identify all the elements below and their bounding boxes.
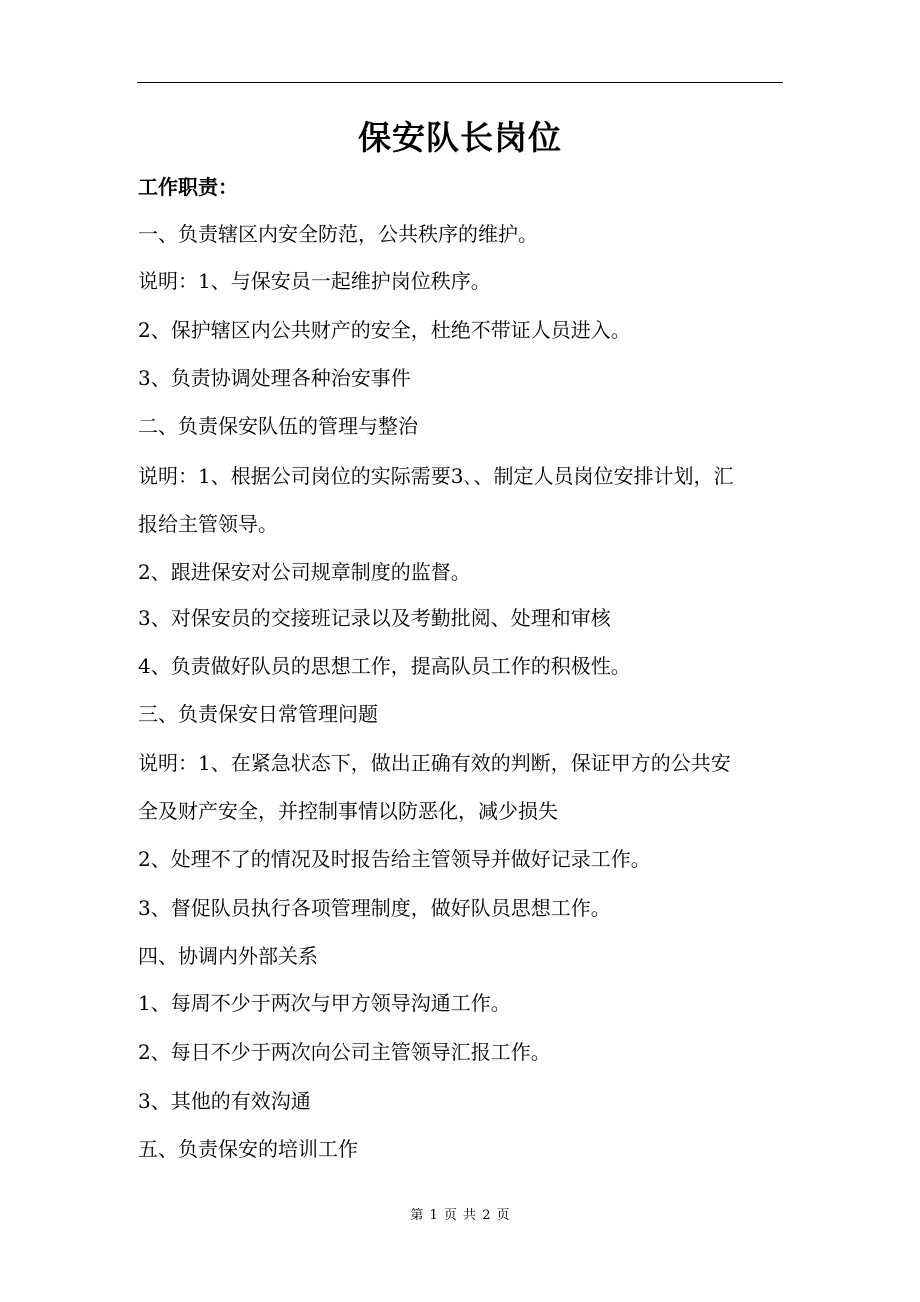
duty-note: 2、保护辖区内公共财产的安全，杜绝不带证人员进入。: [138, 318, 631, 342]
duty-item: 二、负责保安队伍的管理与整治: [138, 414, 418, 438]
duty-note: 4、负责做好队员的思想工作，提高队员工作的积极性。: [138, 654, 631, 678]
duty-note: 3、对保安员的交接班记录以及考勤批阅、处理和审核: [138, 606, 611, 630]
duty-item: 一、负责辖区内安全防范，公共秩序的维护。: [138, 222, 538, 246]
duty-note: 2、跟进保安对公司规章制度的监督。: [138, 560, 471, 584]
duty-note: 报给主管领导。: [138, 512, 278, 536]
header-rule: [137, 82, 783, 83]
duty-note: 说明：1、根据公司岗位的实际需要3､、制定人员岗位安排计划，汇: [138, 464, 734, 488]
duty-note: 说明：1、与保安员一起维护岗位秩序。: [138, 269, 491, 293]
duty-item: 五、负责保安的培训工作: [138, 1137, 358, 1161]
duty-note: 全及财产安全，并控制事情以防恶化，减少损失: [138, 799, 558, 823]
duty-note: 说明：1、在紧急状态下，做出正确有效的判断，保证甲方的公共安: [138, 751, 731, 775]
duty-note: 2、处理不了的情况及时报告给主管领导并做好记录工作。: [138, 847, 651, 871]
duty-note: 2、每日不少于两次向公司主管领导汇报工作。: [138, 1040, 551, 1064]
duty-note: 3、督促队员执行各项管理制度，做好队员思想工作。: [138, 896, 611, 920]
duty-note: 3、其他的有效沟通: [138, 1089, 311, 1113]
duty-note: 3、负责协调处理各种治安事件: [138, 366, 411, 390]
page-number: 第 1 页 共 2 页: [410, 1208, 510, 1223]
document-title: 保安队长岗位: [358, 118, 562, 157]
section-heading: 工作职责：: [138, 175, 238, 199]
duty-note: 1、每周不少于两次与甲方领导沟通工作。: [138, 991, 511, 1015]
duty-item: 三、负责保安日常管理问题: [138, 702, 378, 726]
duty-item: 四、协调内外部关系: [138, 944, 318, 968]
